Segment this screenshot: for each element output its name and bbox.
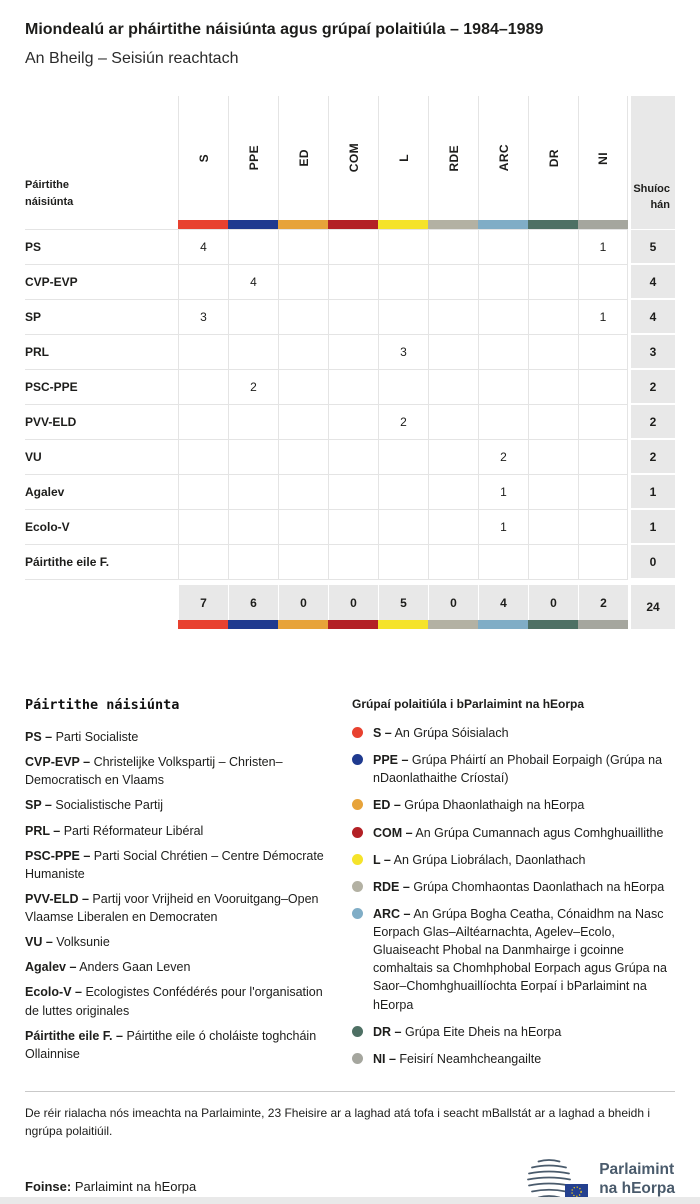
- value-cell: [428, 370, 478, 405]
- value-cell: [428, 335, 478, 370]
- value-cell: 1: [478, 475, 528, 510]
- column-total: 6: [228, 585, 278, 620]
- value-cell: [178, 510, 228, 545]
- totals-column: [328, 585, 378, 629]
- group-legend-item: RDE – Grúpa Chomhaontas Daonlathach na hEorpa: [352, 878, 675, 896]
- table-row: [25, 370, 675, 405]
- value-cell: [178, 335, 228, 370]
- party-legend-item: Páirtithe eile F. – Páirtithe eile ó choláiste toghcháin Ollainnise: [25, 1028, 317, 1061]
- value-cell: [378, 370, 428, 405]
- column-header-label: ED: [296, 149, 311, 167]
- party-legend-item: CVP-EVP – Christelijke Volkspartij – Christen–Democratisch en Vlaams: [25, 755, 283, 788]
- ep-hemicycle-icon: [527, 1156, 591, 1202]
- column-header-label: NI: [596, 151, 610, 165]
- value-cell: [178, 405, 228, 440]
- column-total: 4: [478, 585, 528, 620]
- column-header-arc: [478, 96, 528, 220]
- value-cell: [278, 300, 328, 335]
- party-name-cell: SP: [25, 300, 178, 335]
- value-cell: [478, 300, 528, 335]
- column-total: 7: [178, 585, 228, 620]
- party-legend-item: PRL – Parti Réformateur Libéral: [25, 823, 204, 838]
- value-cell: [578, 370, 628, 405]
- table-row: [25, 440, 675, 475]
- party-legend-item: Ecolo-V – Ecologistes Confédérés pour l'organisation de luttes originales: [25, 985, 323, 1018]
- group-color-bar: [328, 620, 378, 629]
- column-header-label: S: [196, 153, 211, 163]
- value-cell: [528, 300, 578, 335]
- table-row: [25, 335, 675, 370]
- column-total: 5: [378, 585, 428, 620]
- group-color-dot: [352, 754, 363, 765]
- value-cell: [278, 230, 328, 265]
- value-cell: [428, 440, 478, 475]
- seats-header-cell: [631, 96, 675, 220]
- bottom-strip: [0, 1197, 700, 1204]
- value-cell: [578, 405, 628, 440]
- value-cell: [278, 545, 328, 580]
- value-cell: [228, 335, 278, 370]
- bar-spacer: [25, 220, 178, 230]
- value-cell: [278, 510, 328, 545]
- table-row: [25, 230, 675, 265]
- party-name-cell: CVP-EVP: [25, 265, 178, 300]
- column-header-label: COM: [346, 143, 361, 173]
- group-color-dot: [352, 1053, 363, 1064]
- seats-cell: 3: [631, 335, 675, 370]
- column-header-rde: [428, 96, 478, 220]
- group-legend-item: COM – An Grúpa Cumannach agus Comhghuaillithe: [352, 824, 675, 842]
- column-total: 0: [528, 585, 578, 620]
- value-cell: [328, 545, 378, 580]
- value-cell: [278, 405, 328, 440]
- column-total: 0: [328, 585, 378, 620]
- group-color-bar: [228, 620, 278, 629]
- seats-cell: 1: [631, 475, 675, 510]
- value-cell: 2: [228, 370, 278, 405]
- groups-legend: [352, 697, 675, 1077]
- column-header-label: RDE: [446, 144, 461, 172]
- value-cell: [278, 265, 328, 300]
- value-cell: [378, 545, 428, 580]
- value-cell: [278, 440, 328, 475]
- seats-cell: 2: [631, 370, 675, 405]
- value-cell: 1: [578, 230, 628, 265]
- group-color-bar: [578, 620, 628, 629]
- party-name-cell: Agalev: [25, 475, 178, 510]
- group-color-bar: [428, 220, 478, 230]
- party-name-cell: PRL: [25, 335, 178, 370]
- value-cell: [578, 475, 628, 510]
- column-header-com: [328, 96, 378, 220]
- value-cell: 3: [178, 300, 228, 335]
- parties-legend-heading: Páirtithe náisiúnta: [25, 697, 180, 713]
- totals-column: [178, 585, 228, 629]
- results-table: [25, 96, 675, 629]
- value-cell: [228, 510, 278, 545]
- table-row: [25, 510, 675, 545]
- value-cell: [378, 475, 428, 510]
- value-cell: [378, 440, 428, 475]
- value-cell: [178, 370, 228, 405]
- table-row: [25, 300, 675, 335]
- value-cell: [528, 230, 578, 265]
- group-color-bar: [178, 220, 228, 230]
- value-cell: [528, 370, 578, 405]
- value-cell: [478, 230, 528, 265]
- column-header-dr: [528, 96, 578, 220]
- value-cell: [578, 335, 628, 370]
- column-header-label: L: [396, 154, 411, 162]
- group-color-bar: [278, 220, 328, 230]
- groups-legend-heading: Grúpaí polaitiúla i bParlaimint na hEorpa: [352, 697, 585, 711]
- value-cell: [578, 265, 628, 300]
- column-total: 2: [578, 585, 628, 620]
- value-cell: [528, 475, 578, 510]
- value-cell: [428, 300, 478, 335]
- value-cell: [428, 545, 478, 580]
- column-header-ppe: [228, 96, 278, 220]
- value-cell: [328, 370, 378, 405]
- seats-cell: 0: [631, 545, 675, 580]
- parties-legend: [25, 697, 352, 1077]
- value-cell: [228, 405, 278, 440]
- value-cell: [278, 370, 328, 405]
- group-color-bar: [428, 620, 478, 629]
- group-color-bar: [528, 620, 578, 629]
- value-cell: 2: [478, 440, 528, 475]
- group-legend-item: ED – Grúpa Dhaonlathaigh na hEorpa: [352, 796, 675, 814]
- party-name-cell: Ecolo-V: [25, 510, 178, 545]
- group-color-bar: [478, 220, 528, 230]
- value-cell: 1: [478, 510, 528, 545]
- group-color-dot: [352, 881, 363, 892]
- value-cell: 4: [228, 265, 278, 300]
- value-cell: [528, 510, 578, 545]
- value-cell: [528, 335, 578, 370]
- group-legend-item: NI – Feisirí Neamhcheangailte: [352, 1050, 675, 1068]
- value-cell: [428, 510, 478, 545]
- value-cell: [328, 335, 378, 370]
- value-cell: [528, 440, 578, 475]
- party-name-cell: PVV-ELD: [25, 405, 178, 440]
- group-color-dot: [352, 799, 363, 810]
- totals-column: [278, 585, 328, 629]
- group-legend-item: PPE – Grúpa Pháirtí an Phobail Eorpaigh (Grúpa na nDaonlathaithe Críostaí): [352, 751, 675, 787]
- totals-column: [428, 585, 478, 629]
- seats-header-label: Shuíochán: [633, 183, 670, 212]
- party-legend-item: PSC-PPE – Parti Social Chrétien – Centre Démocrate Humaniste: [25, 848, 324, 881]
- group-legend-item: L – An Grúpa Liobrálach, Daonlathach: [352, 851, 675, 869]
- party-name-cell: PSC-PPE: [25, 370, 178, 405]
- totals-column: [528, 585, 578, 629]
- group-legend-item: DR – Grúpa Eite Dheis na hEorpa: [352, 1023, 675, 1041]
- seats-cell: 5: [631, 230, 675, 265]
- value-cell: 2: [378, 405, 428, 440]
- value-cell: [428, 265, 478, 300]
- value-cell: [528, 405, 578, 440]
- page-subtitle: An Bheilg – Seisiún reachtach: [25, 50, 239, 67]
- party-name-cell: Páirtithe eile F.: [25, 545, 178, 580]
- value-cell: [328, 510, 378, 545]
- seats-cell: 4: [631, 265, 675, 300]
- value-cell: [478, 370, 528, 405]
- value-cell: [478, 265, 528, 300]
- value-cell: [528, 265, 578, 300]
- value-cell: [478, 405, 528, 440]
- legend-section: [25, 697, 675, 1077]
- value-cell: [328, 300, 378, 335]
- group-color-bar: [378, 220, 428, 230]
- group-color-bar: [578, 220, 628, 230]
- group-color-bar: [528, 220, 578, 230]
- value-cell: [278, 475, 328, 510]
- page-title: Miondealú ar pháirtithe náisiúnta agus grúpaí polaitiúla – 1984–1989: [25, 21, 544, 38]
- party-name-cell: VU: [25, 440, 178, 475]
- group-color-bar: [378, 620, 428, 629]
- value-cell: [378, 300, 428, 335]
- source-line: Foinse: Parlaimint na hEorpa: [25, 1178, 197, 1194]
- column-total: 0: [428, 585, 478, 620]
- party-name-cell: PS: [25, 230, 178, 265]
- column-header-ni: [578, 96, 628, 220]
- value-cell: [228, 440, 278, 475]
- value-cell: [278, 335, 328, 370]
- totals-column: [578, 585, 628, 629]
- column-header-s: [178, 96, 228, 220]
- column-header-l: [378, 96, 428, 220]
- seats-bar-cell: [631, 220, 675, 230]
- value-cell: [578, 545, 628, 580]
- table-row: [25, 265, 675, 300]
- value-cell: 1: [578, 300, 628, 335]
- totals-spacer: [25, 585, 178, 629]
- value-cell: [528, 545, 578, 580]
- totals-row: [25, 585, 675, 629]
- column-total: 0: [278, 585, 328, 620]
- value-cell: [228, 475, 278, 510]
- value-cell: [228, 300, 278, 335]
- value-cell: [328, 405, 378, 440]
- group-color-dot: [352, 1026, 363, 1037]
- corner-header-label: Páirtithe náisiúnta: [25, 178, 74, 208]
- group-color-bar: [328, 220, 378, 230]
- value-cell: 3: [378, 335, 428, 370]
- table-row: [25, 545, 675, 580]
- group-color-dot: [352, 854, 363, 865]
- value-cell: [228, 230, 278, 265]
- value-cell: [328, 475, 378, 510]
- value-cell: [428, 405, 478, 440]
- group-legend-item: S – An Grúpa Sóisialach: [352, 724, 675, 742]
- party-legend-item: VU – Volksunie: [25, 935, 110, 950]
- value-cell: [178, 475, 228, 510]
- value-cell: [478, 335, 528, 370]
- grand-total: 24: [631, 585, 675, 629]
- value-cell: [428, 230, 478, 265]
- seats-cell: 2: [631, 405, 675, 440]
- value-cell: [578, 440, 628, 475]
- group-color-dot: [352, 827, 363, 838]
- value-cell: [228, 545, 278, 580]
- column-header-label: PPE: [246, 145, 261, 171]
- group-color-bar: [278, 620, 328, 629]
- value-cell: [378, 230, 428, 265]
- value-cell: [178, 265, 228, 300]
- table-row: [25, 475, 675, 510]
- party-legend-item: SP – Socialistische Partij: [25, 798, 164, 813]
- value-cell: [578, 510, 628, 545]
- value-cell: [328, 265, 378, 300]
- totals-column: [478, 585, 528, 629]
- value-cell: [328, 230, 378, 265]
- european-parliament-logo: [527, 1156, 675, 1202]
- seats-cell: 1: [631, 510, 675, 545]
- group-color-bar: [228, 220, 278, 230]
- group-color-bar-row: [25, 220, 675, 230]
- divider: [25, 1091, 675, 1092]
- group-color-dot: [352, 908, 363, 919]
- value-cell: [478, 545, 528, 580]
- party-legend-item: PVV-ELD – Partij voor Vrijheid en Vooruitgang–Open Vlaamse Liberalen en Democraten: [25, 891, 319, 924]
- group-color-dot: [352, 727, 363, 738]
- ep-logo-text: Parlaimint na hEorpa: [599, 1160, 675, 1197]
- seats-cell: 4: [631, 300, 675, 335]
- value-cell: [178, 440, 228, 475]
- value-cell: [178, 545, 228, 580]
- column-header-ed: [278, 96, 328, 220]
- seats-cell: 2: [631, 440, 675, 475]
- corner-header-cell: [25, 96, 178, 220]
- table-header-row: [25, 96, 675, 220]
- party-legend-item: Agalev – Anders Gaan Leven: [25, 960, 191, 975]
- value-cell: [428, 475, 478, 510]
- party-legend-item: PS – Parti Socialiste: [25, 730, 139, 744]
- value-cell: [378, 510, 428, 545]
- value-cell: [378, 265, 428, 300]
- group-color-bar: [478, 620, 528, 629]
- value-cell: [328, 440, 378, 475]
- totals-column: [228, 585, 278, 629]
- page-footer: [25, 1156, 675, 1202]
- group-legend-item: ARC – An Grúpa Bogha Ceatha, Cónaidhm na Nasc Eorpach Glas–Ailtéarnachta, Agelev–Ecolo, Gluaiseacht Phobal na Danmhairge i gcoinne comhaltais sa Chomhphobal Eorpach agus Grúpa na Saor–Chomhghuaillíochta Eorpaí i bParlaimint na hEorpa: [352, 905, 675, 1014]
- column-header-label: ARC: [496, 144, 511, 172]
- column-header-label: DR: [546, 148, 561, 168]
- procedural-note: De réir rialacha nós imeachta na Parlaiminte, 23 Fheisire ar a laghad atá tofa i seacht mBallstát ar a laghad a bheidh i ngrúpa polaitiúil.: [25, 1105, 651, 1138]
- table-row: [25, 405, 675, 440]
- value-cell: 4: [178, 230, 228, 265]
- group-color-bar: [178, 620, 228, 629]
- totals-column: [378, 585, 428, 629]
